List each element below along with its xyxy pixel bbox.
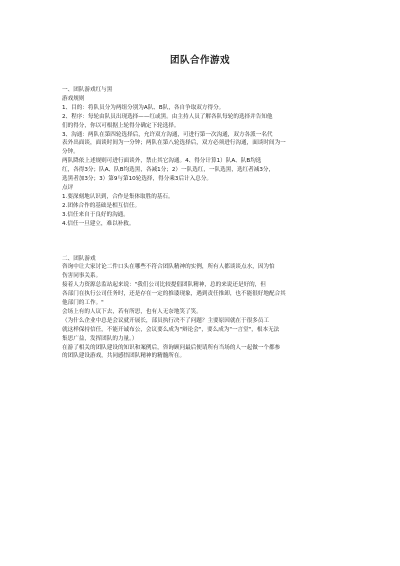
paragraph-line: 们的得分，你以可根据上轮得分确定下轮选择。 [62, 122, 180, 129]
paragraph-line: 就这样保持信任，不能开诚布公，会议要么成为"辩论会"，要么成为"一言堂"，根本无法 [62, 326, 280, 333]
paragraph-line: 3、沟通：两队在第四轮选择后，允许双方沟通，可进行第一次沟通，双方各派一名代 [62, 131, 273, 138]
subheading-comments: 点评 [62, 184, 74, 191]
paragraph-line: 分钟。 [62, 149, 79, 156]
comment-item: 1.要深刻地认识到，合作是集体取胜的基石。 [62, 193, 174, 200]
paragraph-line: 他部门的工作。" [62, 300, 104, 307]
paragraph-line: 1、目的：将队员分为两组分别为A队、B队，各自争取双方得分。 [62, 104, 225, 111]
section-team-game [62, 255, 352, 362]
paragraph-line: 红，各得3分；队A、队B均选黑，各减1分；2）一队选红，一队选黑，选红者减3分， [62, 167, 275, 174]
section-red-black-game [62, 86, 352, 229]
paragraph-line: 各部门在执行公司任务时，还是存在一定的推诿现象，遇到责任推卸，也不能很好地配合其 [62, 291, 286, 298]
paragraph-line: 在游了相关的团队建设的知识和案例后，咨询顾问最后便请所有当场的人一起做一个都参 [62, 344, 281, 351]
comment-item: 2.团体合作的基础是相互信任。 [62, 202, 141, 209]
paragraph-line: 集思广益，发挥团队的力量。） [62, 335, 138, 342]
paragraph-line: 的团队建设游戏，共同感悟团队精神的精髓所在。 [62, 353, 186, 360]
paragraph-line: 表外出面谈，面谈时间为一分钟；两队在第八轮选择后，双方必须进行沟通，面谈时间为一 [62, 140, 286, 147]
paragraph-line: 伤害同事关系。 [62, 273, 102, 280]
comment-item: 3.信任来自于良好的沟通。 [62, 211, 129, 218]
paragraph-line: 会场上有的人议下去，若有所思，也有人无奈地笑了笑。 [62, 308, 202, 315]
paragraph-line: （为什么企业中总是会议就开展长，部员执行决不了问题？主要原因就在于很多员工 [62, 317, 269, 324]
section-heading: 一、团队游戏红与黑 [62, 87, 113, 93]
section-heading: 二、团队游戏 [62, 255, 96, 262]
paragraph-line: 2、程序：每轮由队员出现选择——红或黑。由主持人员了解各队每轮的选择并告知他 [62, 113, 273, 120]
paragraph-line: 接着人力资源总监站起来说："我们公司比较提倡团队精神，总的来说还是好的，但 [62, 282, 266, 289]
paragraph-line: 两队降依上述规则可进行面谈外，禁止其它沟通。4、得分计算1）队A、队B均选 [62, 158, 262, 165]
subheading-rules: 游戏规则 [62, 95, 85, 102]
document-title: 团队合作游戏 [169, 55, 230, 66]
paragraph-line: 咨询中让大家讨论二件口头在哪些不符合团队精神的实例，所有人都谈谈点水，因为怕 [62, 264, 275, 271]
section-spacer [62, 229, 352, 255]
paragraph-line: 选黑者加3分；3）第9与第10轮选择，得分乘3后计入总分。 [62, 176, 213, 183]
document-body [62, 86, 352, 361]
comment-item: 4.信任一旦建立，难以补救。 [62, 220, 135, 227]
